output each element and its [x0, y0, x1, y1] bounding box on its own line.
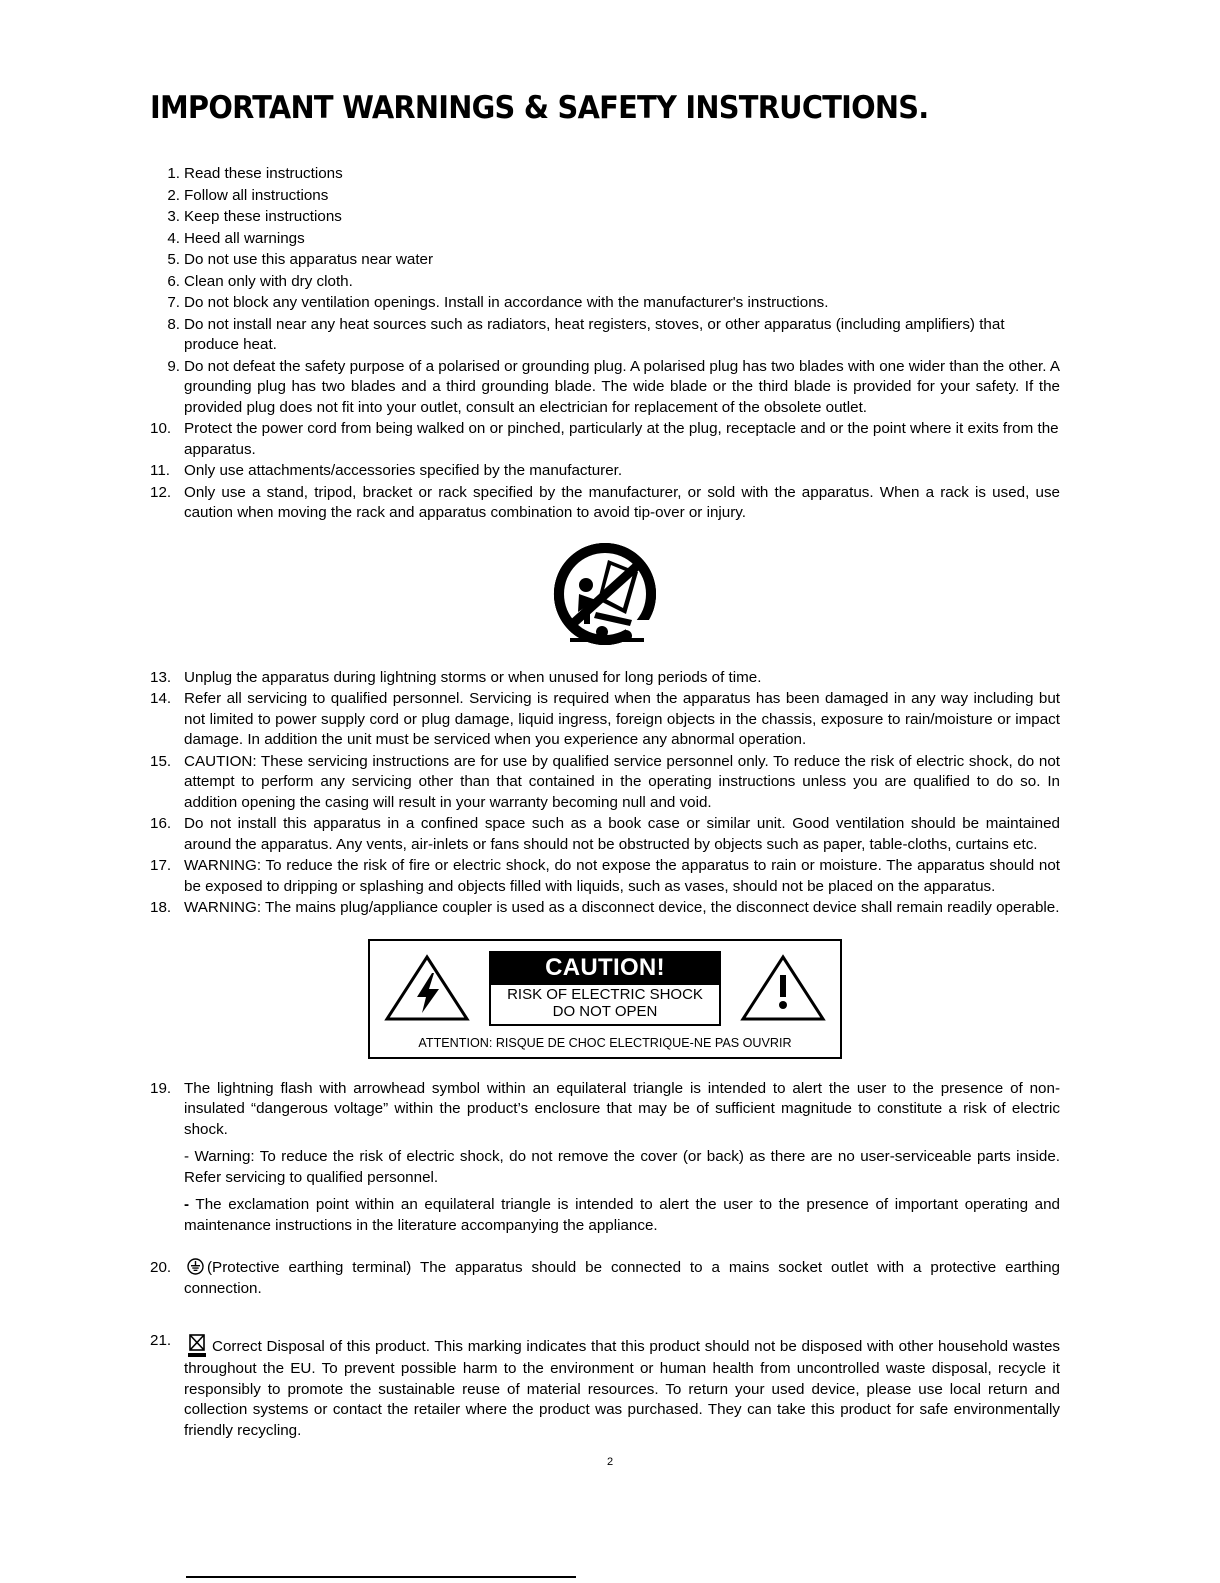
list-item-text: Protect the power cord from being walked on or pinched, particularly at the plug, receptacle and or the point where it exits from the apparatus. — [184, 420, 1059, 458]
item21-text: Correct Disposal of this product. This marking indicates that this product should not be disposed with other household wastes throughout the EU. To prevent possible harm to the environment or human health from uncontrolled waste disposal, recycle it responsibly to promote the sustainable reuse of material resources. To return your used device, please use local return and collection systems or contact the retailer where the product was purchased. They can take this product for safe environmentally friendly recycling. — [184, 1338, 1060, 1439]
list-item — [150, 1258, 1060, 1299]
list-item-text: Do not install near any heat sources such as radiators, heat registers, stoves, or other apparatus (including amplifiers) that produce heat. — [184, 315, 1005, 354]
list-item-number: 9. — [167, 357, 180, 375]
list-item — [150, 1079, 1060, 1237]
list-item — [150, 250, 1060, 271]
page-title: IMPORTANT WARNINGS & SAFETY INSTRUCTIONS. — [150, 90, 929, 126]
sub-dash: - — [184, 1196, 190, 1214]
list-item-text: WARNING: To reduce the risk of fire or electric shock, do not expose the apparatus to rain or moisture. The apparatus should not be exposed to dripping or splashing and objects filled with liquids, such as vases, should not be placed on the apparatus. — [184, 857, 1060, 895]
list-item — [150, 752, 1060, 814]
sub-dash: - — [184, 1148, 190, 1166]
list-item-text: The lightning flash with arrowhead symbol within an equilateral triangle is intended to alert the user to the presence of non-insulated “dangerous voltage” within the product’s enclosure that may be of sufficient magnitude to constitute a risk of electric shock. — [184, 1079, 1060, 1138]
caution-line-2: DO NOT OPEN — [552, 1002, 658, 1020]
no-tip-over-icon — [546, 542, 664, 646]
list-item-number: 7. — [167, 294, 180, 312]
list-item-text: Only use a stand, tripod, bracket or rack specified by the manufacturer, or sold with the apparatus. When a rack is used, use caution when moving the rack and apparatus combination to avoid tip-over or injury. — [184, 483, 1060, 522]
caution-heading: CAUTION! — [491, 953, 719, 985]
caution-footer: ATTENTION: RISQUE DE CHOC ELECTRIQUE-NE PAS OUVRIR — [418, 1035, 792, 1050]
list-item-number: 18. — [150, 899, 172, 917]
list-item-number: 10. — [150, 420, 172, 438]
list-item-text: CAUTION: These servicing instructions are for use by qualified service personnel only. To reduce the risk of electric shock, do not attempt to perform any servicing other than that contained in the operating instructions unless you are qualified to do so. In addition opening the casing will result in your warranty becoming null and void. — [184, 752, 1060, 811]
list-item — [150, 315, 1060, 356]
list-item-text: Heed all warnings — [184, 229, 305, 247]
list-item-text — [184, 1331, 1060, 1441]
list-item-number: 19. — [150, 1079, 172, 1097]
list-item-number: 3. — [167, 208, 180, 226]
page-number: 2 — [606, 1456, 614, 1468]
list-item-number: 13. — [150, 668, 172, 686]
item20-text: (Protective earthing terminal) The apparatus should be connected to a mains socket outlet with a protective earthing connection. — [184, 1259, 1060, 1297]
list-item — [150, 419, 1060, 460]
exclamation-triangle-icon — [740, 953, 826, 1023]
list-item-text: Follow all instructions — [184, 186, 329, 204]
bottom-divider — [186, 1576, 576, 1578]
list-item-number: 1. — [167, 165, 180, 182]
list-item-number: 15. — [150, 752, 172, 770]
list-item-text: Do not use this apparatus near water — [184, 251, 434, 269]
list-item — [150, 898, 1060, 919]
list-item-text: Do not install this apparatus in a confined space such as a book case or similar unit. Good ventilation should be maintained around the apparatus. Any vents, air-inlets or fans should not be obstructed by objects such as paper, table-cloths, curtains etc. — [184, 815, 1060, 853]
list-item-number: 17. — [150, 857, 172, 875]
list-item-number: 8. — [167, 315, 180, 333]
list-item-text: Do not block any ventilation openings. Install in accordance with the manufacturer's instructions. — [184, 294, 829, 312]
list-item-number: 11. — [150, 462, 170, 480]
list-item — [150, 461, 1060, 482]
crossed-out-wheelie-bin-icon — [186, 1331, 208, 1359]
list-item-text: WARNING: The mains plug/appliance coupler is used as a disconnect device, the disconnect device shall remain readily operable. — [184, 899, 1060, 917]
list-item — [150, 689, 1060, 751]
figure-no-tip-over — [150, 542, 1060, 646]
caution-line-1: RISK OF ELECTRIC SHOCK — [507, 985, 703, 1003]
item19-sub-2 — [184, 1195, 1060, 1236]
list-item — [150, 186, 1060, 207]
list-item-text: Read these instructions — [184, 165, 343, 182]
list-item-number: 5. — [167, 251, 180, 269]
list-item-number: 12. — [150, 483, 172, 501]
list-item — [150, 856, 1060, 897]
list-item-number: 20. — [150, 1259, 172, 1277]
list-item-text: Only use attachments/accessories specified by the manufacturer. — [184, 462, 623, 480]
list-item-number: 14. — [150, 690, 172, 708]
caution-box — [368, 939, 842, 1059]
sub-text: The exclamation point within an equilateral triangle is intended to alert the user to the presence of important operating and maintenance instructions in the literature accompanying the appliance. — [184, 1196, 1060, 1234]
list-item-number: 16. — [150, 815, 172, 833]
list-item — [150, 668, 1060, 689]
list-item — [150, 814, 1060, 855]
list-item-number: 2. — [167, 186, 180, 204]
sub-text: Warning: To reduce the risk of electric shock, do not remove the cover (or back) as there are no user-serviceable parts inside. Refer servicing to qualified personnel. — [184, 1148, 1060, 1186]
list-item — [150, 293, 1060, 314]
list-item-number: 6. — [167, 272, 180, 290]
caution-center-block — [489, 951, 721, 1026]
list-item-text: Do not defeat the safety purpose of a polarised or grounding plug. A polarised plug has two blades with one wider than the other. A grounding plug has two blades and a third grounding blade. The wide blade or the third blade is provided for your safety. If the provided plug does not fit into your outlet, consult an electrician for replacement of the obsolete outlet. — [184, 357, 1060, 416]
list-item — [150, 164, 1060, 185]
instruction-list-notes — [150, 1079, 1060, 1442]
list-item-number: 21. — [150, 1332, 172, 1350]
list-item-number: 4. — [167, 229, 180, 247]
list-item-text — [184, 1258, 1060, 1299]
item19-sub-1 — [184, 1147, 1060, 1188]
caution-box-top — [370, 941, 840, 1030]
list-item — [150, 229, 1060, 250]
instruction-list-bottom — [150, 668, 1060, 919]
caution-subtext — [491, 985, 719, 1024]
list-item-text: Refer all servicing to qualified personnel. Servicing is required when the apparatus has been damaged in any way including but not limited to power supply cord or plug damage, liquid ingress, foreign objects in the chassis, exposure to rain/moisture or impact damage. In addition the unit must be serviced when you experience any abnormal operation. — [184, 690, 1060, 749]
list-item-text: Unplug the apparatus during lightning storms or when unused for long periods of time. — [184, 668, 762, 686]
document-content — [150, 90, 1060, 1442]
figure-caution-label — [150, 939, 1060, 1059]
list-item — [150, 272, 1060, 293]
list-item — [150, 207, 1060, 228]
list-item-text: Keep these instructions — [184, 208, 342, 226]
list-item-text: Clean only with dry cloth. — [184, 272, 353, 290]
protective-earth-icon — [187, 1258, 204, 1275]
list-item — [150, 357, 1060, 419]
lightning-bolt-triangle-icon — [384, 953, 470, 1023]
list-item — [150, 1331, 1060, 1441]
instruction-list-top — [150, 164, 1060, 524]
list-item — [150, 483, 1060, 524]
